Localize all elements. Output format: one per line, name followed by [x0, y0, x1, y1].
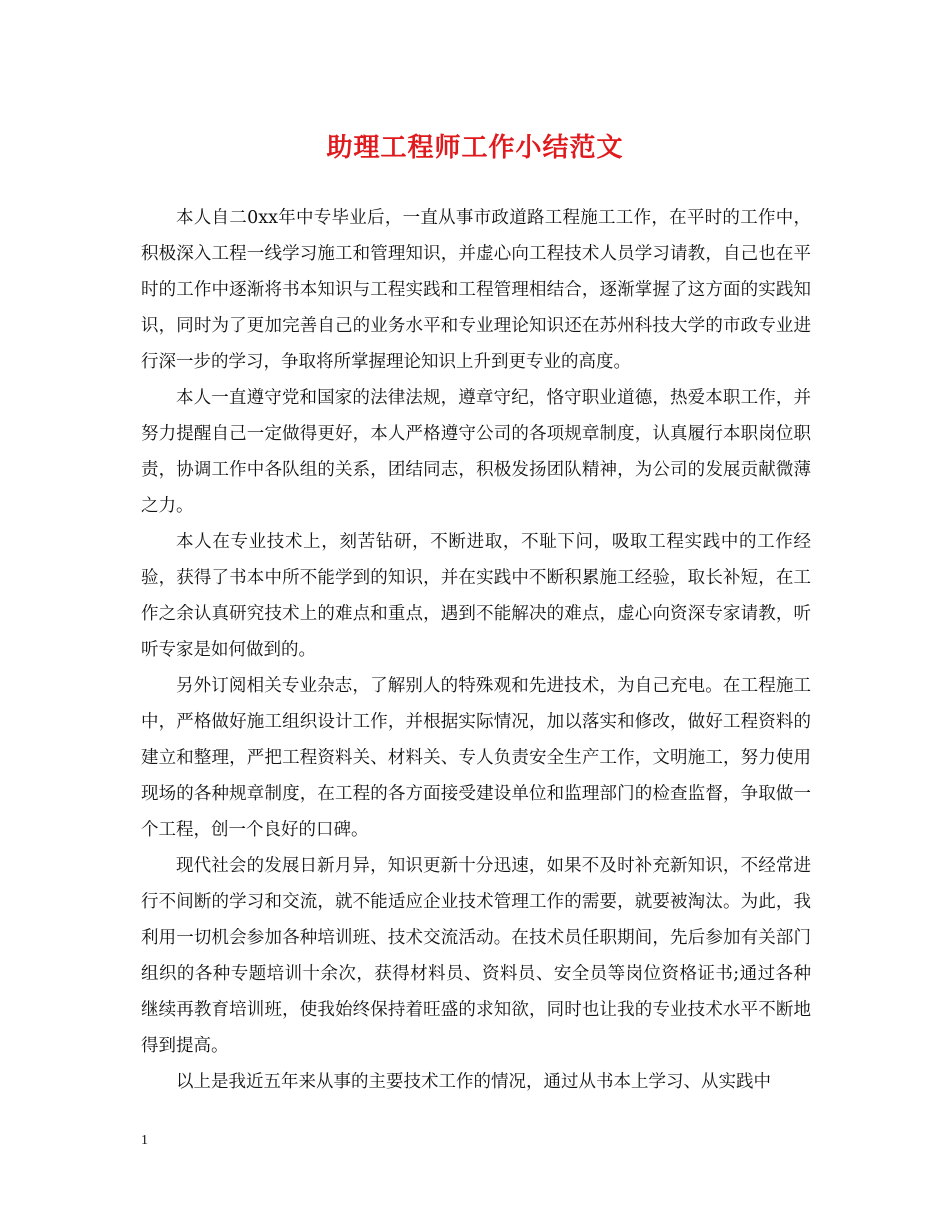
paragraph: 现代社会的发展日新月异，知识更新十分迅速，如果不及时补充新知识，不经常进行不间断的学习和交流，就不能适应企业技术管理工作的需要，就要被淘汰。为此，我利用一切机会参加各种培训班、技术交流活动。在技术员任职期间，先后参加有关部门组织的各种专题培训十余次，获得材料员、资料员、安全员等岗位资格证书;通过各种继续再教育培训班，使我始终保持着旺盛的求知欲，同时也让我的专业技术水平不断地得到提高。 — [141, 856, 811, 1056]
paragraph: 本人在专业技术上，刻苦钻研，不断进取，不耻下问，吸取工程实践中的工作经验，获得了书本中所不能学到的知识，并在实践中不断积累施工经验，取长补短，在工作之余认真研究技术上的难点和重点，遇到不能解决的难点，虚心向资深专家请教，听听专家是如何做到的。 — [141, 532, 811, 660]
paragraph: 本人自二0xx年中专毕业后，一直从事市政道路工程施工工作，在平时的工作中，积极深入工程一线学习施工和管理知识，并虚心向工程技术人员学习请教，自己也在平时的工作中逐渐将书本知识与工程实践和工程管理相结合，逐渐掌握了这方面的实践知识，同时为了更加完善自己的业务水平和专业理论知识还在苏州科技大学的市政专业进行深一步的学习，争取将所掌握理论知识上升到更专业的高度。 — [141, 208, 811, 372]
page-number: 1 — [141, 1133, 148, 1148]
document-title: 助理工程师工作小结范文 — [326, 133, 624, 163]
document-body — [141, 200, 811, 1100]
paragraph: 另外订阅相关专业杂志，了解别人的特殊观和先进技术，为自己充电。在工程施工中，严格做好施工组织设计工作，并根据实际情况，加以落实和修改，做好工程资料的建立和整理，严把工程资料关、材料关、专人负责安全生产工作，文明施工，努力使用现场的各种规章制度，在工程的各方面接受建设单位和监理部门的检查监督，争取做一个工程，创一个良好的口碑。 — [141, 676, 811, 840]
paragraph: 以上是我近五年来从事的主要技术工作的情况，通过从书本上学习、从实践中 — [176, 1072, 771, 1092]
paragraph: 本人一直遵守党和国家的法律法规，遵章守纪，恪守职业道德，热爱本职工作，并努力提醒自己一定做得更好，本人严格遵守公司的各项规章制度，认真履行本职岗位职责，协调工作中各队组的关系，团结同志，积极发扬团队精神，为公司的发展贡献微薄之力。 — [141, 388, 811, 516]
